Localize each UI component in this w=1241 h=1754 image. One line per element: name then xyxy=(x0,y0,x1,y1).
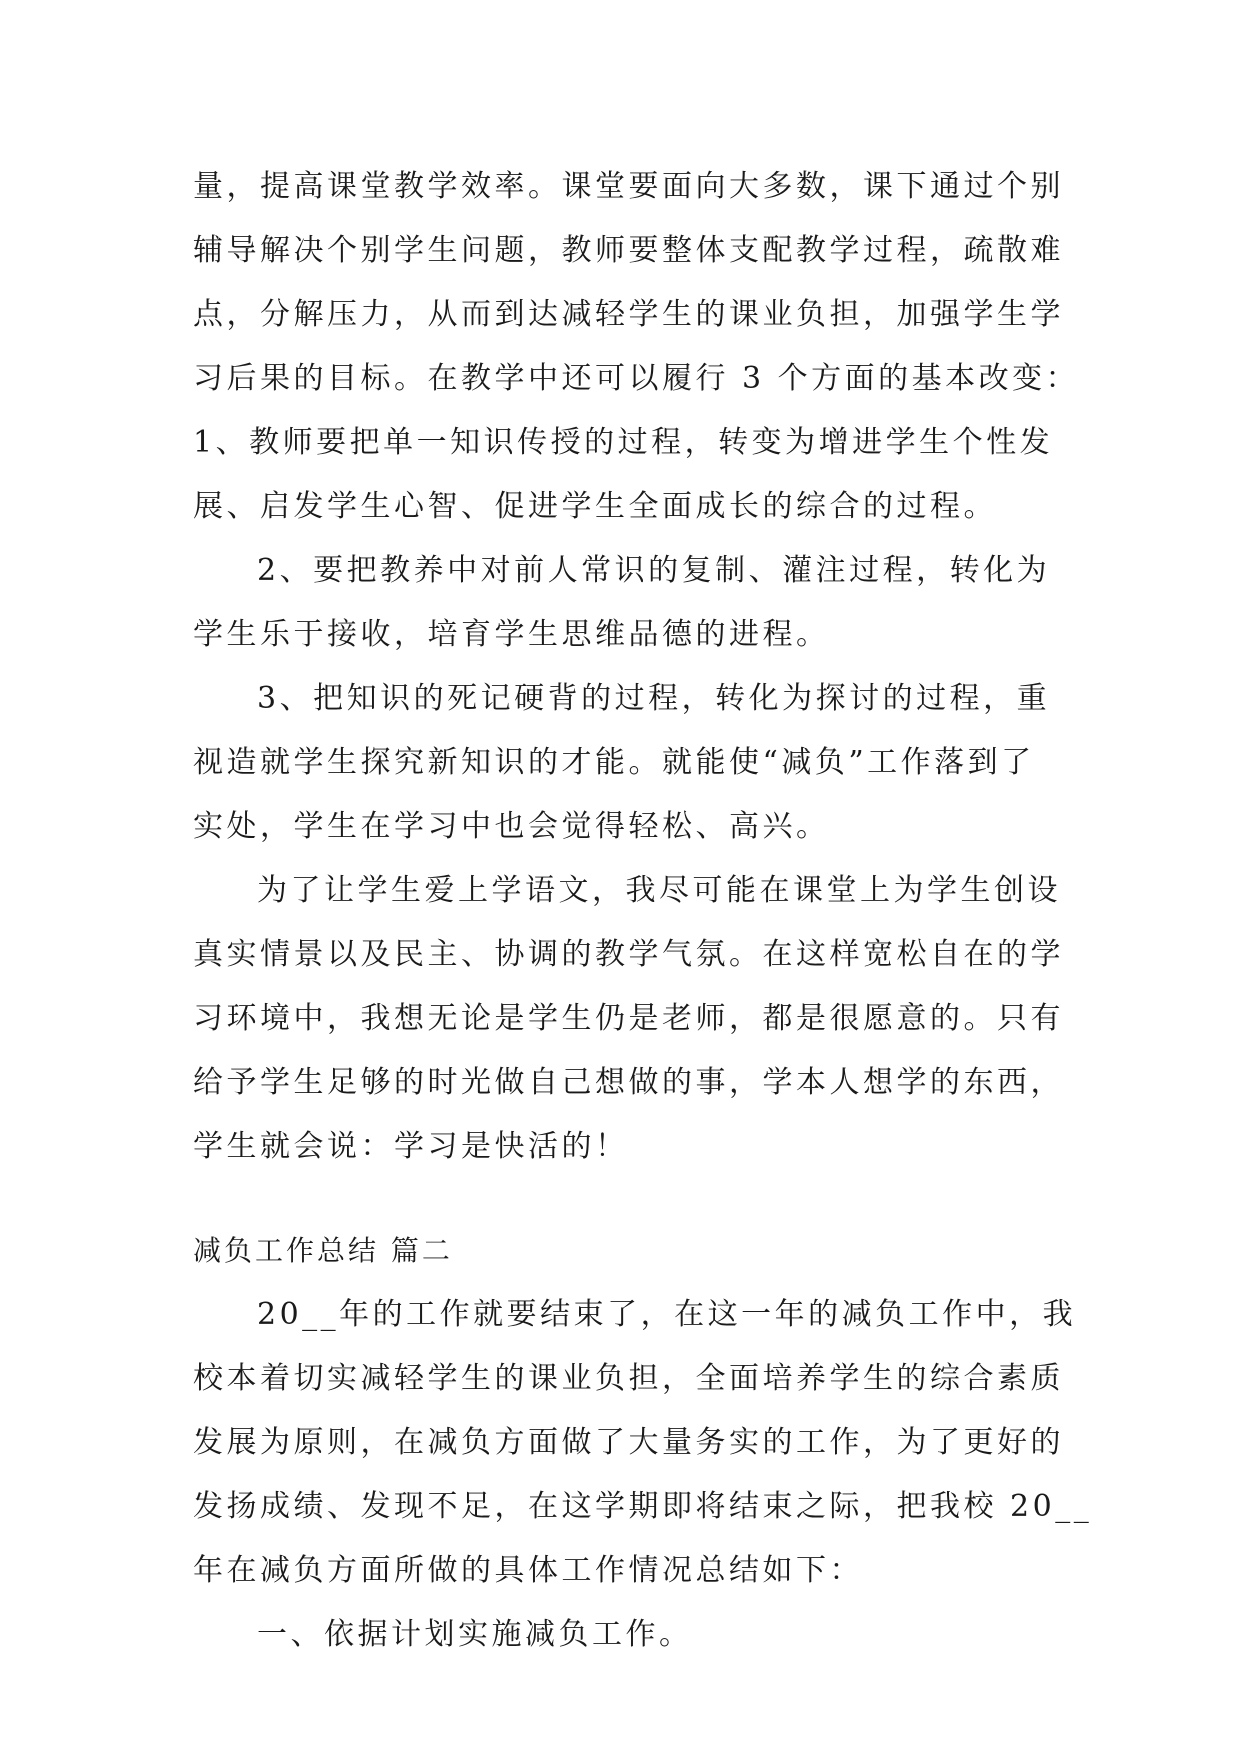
text-line: 一、依据计划实施减负工作。 xyxy=(257,1617,693,1652)
text-line: 学生就会说：学习是快活的！ xyxy=(193,1129,629,1164)
text-line: 发扬成绩、发现不足，在这学期即将结束之际，把我校 20__ xyxy=(193,1489,1093,1524)
text-line: 学生乐于接收，培育学生思维品德的进程。 xyxy=(193,617,830,652)
paragraph-year-summary xyxy=(193,1283,1093,1603)
text-line: 3、把知识的死记硬背的过程，转化为探讨的过程，重 xyxy=(257,681,1051,716)
paragraph-point-3 xyxy=(193,667,1053,859)
text-line: 量，提高课堂教学效率。课堂要面向大多数，课下通过个别 xyxy=(193,169,1064,204)
text-line: 给予学生足够的时光做自己想做的事，学本人想学的东西， xyxy=(193,1065,1064,1100)
text-line: 习环境中，我想无论是学生仍是老师，都是很愿意的。只有 xyxy=(193,1001,1064,1036)
text-line: 年在减负方面所做的具体工作情况总结如下： xyxy=(193,1553,863,1588)
text-line: 视造就学生探究新知识的才能。就能使“减负”工作落到了 xyxy=(193,745,1035,780)
paragraph-love-chinese xyxy=(193,859,1064,1179)
text-line: 20__年的工作就要结束了，在这一年的减负工作中，我 xyxy=(257,1297,1077,1332)
text-line: 实处，学生在学习中也会觉得轻松、高兴。 xyxy=(193,809,830,844)
text-line: 展、启发学生心智、促进学生全面成长的综合的过程。 xyxy=(193,489,997,524)
text-line: 发展为原则，在减负方面做了大量务实的工作，为了更好的 xyxy=(193,1425,1064,1460)
text-line: 点，分解压力，从而到达减轻学生的课业负担，加强学生学 xyxy=(193,297,1064,332)
paragraph-reduce-burden-methods xyxy=(193,155,1080,539)
text-line: 校本着切实减轻学生的课业负担，全面培养学生的综合素质 xyxy=(193,1361,1064,1396)
text-line: 为了让学生爱上学语文，我尽可能在课堂上为学生创设 xyxy=(257,873,1061,908)
document-body xyxy=(193,155,1093,1667)
text-line: 1、教师要把单一知识传授的过程，转变为增进学生个性发 xyxy=(193,425,1054,460)
text-line: 习后果的目标。在教学中还可以履行 3 个方面的基本改变： xyxy=(193,361,1080,396)
paragraph-point-2 xyxy=(193,539,1053,667)
text-line: 真实情景以及民主、协调的教学气氛。在这样宽松自在的学 xyxy=(193,937,1064,972)
section-spacer xyxy=(193,1179,1053,1219)
text-line: 辅导解决个别学生问题，教师要整体支配教学过程，疏散难 xyxy=(193,233,1064,268)
section-heading: 减负工作总结 篇二 xyxy=(193,1234,453,1267)
text-line: 2、要把教养中对前人常识的复制、灌注过程，转化为 xyxy=(257,553,1051,588)
paragraph-section-one xyxy=(193,1603,1053,1667)
